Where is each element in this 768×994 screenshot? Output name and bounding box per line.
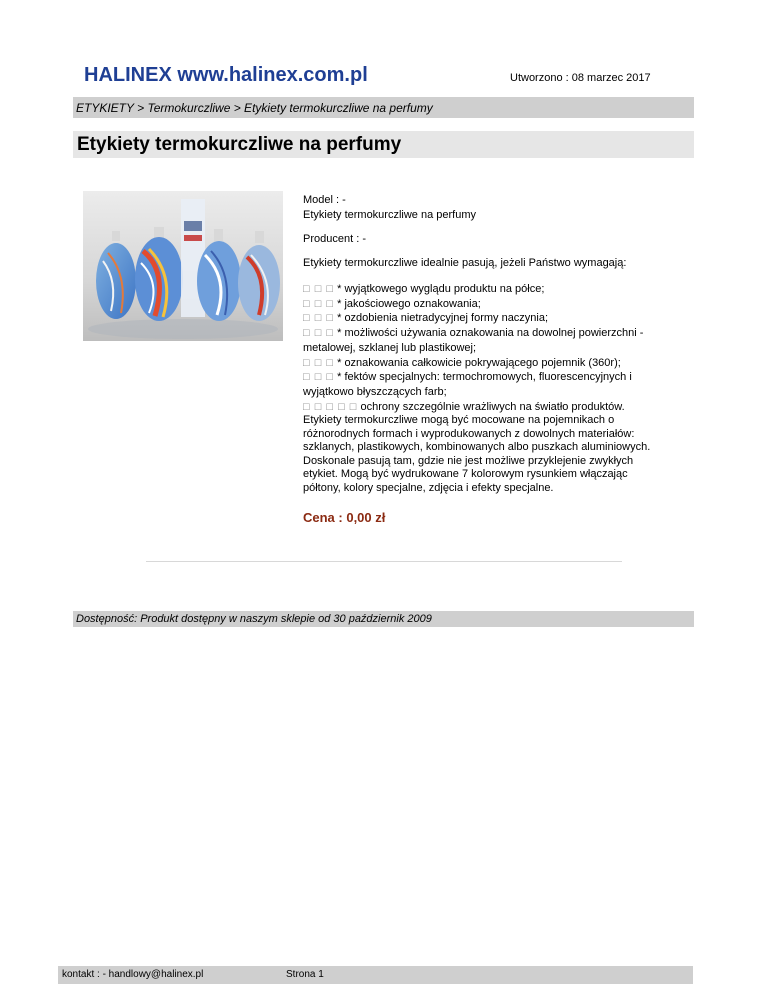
- placeholder-box-icon: □ □ □: [303, 327, 335, 340]
- placeholder-box-icon: □ □ □: [303, 283, 335, 295]
- placeholder-box-icon: □ □ □ □ □: [303, 400, 358, 413]
- feature-item: □ □ □ * możliwości używania oznakowania na dowolnej powierzchni - metalowej, szklanej lub plastikowej;: [303, 327, 644, 354]
- model-label: Model : -: [303, 194, 346, 206]
- site-title: HALINEX www.halinex.com.pl: [84, 64, 368, 86]
- placeholder-box-icon: □ □ □: [303, 297, 335, 310]
- product-image: [83, 191, 283, 341]
- feature-item: □ □ □ * wyjątkowego wyglądu produktu na półce;: [303, 283, 545, 295]
- page-title: Etykiety termokurczliwe na perfumy: [77, 134, 402, 155]
- price: Cena : 0,00 zł: [303, 510, 386, 525]
- product-description: Etykiety termokurczliwe mogą być mocowane na pojemnikach o różnorodnych formach i wyprodukowanych z dowolnych materiałów: szklanych, plastikowych, kombinowanych albo puszkach aluminiowych. Doskonale pasują tam, gdzie nie jest możliwe przyklejenie zwykłych etykiet. Mogą być wydrukowane 7 kolorowym rysunkiem włączając półtony, kolory specjalne, zdjęcia i efekty specjalne.: [303, 414, 651, 494]
- intro-text: Etykiety termokurczliwe idealnie pasują, jeżeli Państwo wymagają:: [303, 257, 627, 269]
- placeholder-box-icon: □ □ □: [303, 312, 335, 325]
- availability-text: Dostępność: Produkt dostępny w naszym sklepie od 30 październik 2009: [76, 613, 432, 625]
- divider: [146, 561, 622, 562]
- model-value: Etykiety termokurczliwe na perfumy: [303, 209, 476, 221]
- placeholder-box-icon: □ □ □: [303, 371, 335, 384]
- feature-item: □ □ □ * jakościowego oznakowania;: [303, 297, 481, 310]
- placeholder-box-icon: □ □ □: [303, 356, 335, 369]
- feature-item: □ □ □ * ozdobienia nietradycyjnej formy naczynia;: [303, 312, 549, 325]
- producer-label: Producent : -: [303, 233, 366, 245]
- page-number: Strona 1: [286, 969, 324, 980]
- availability-bar: [73, 611, 694, 627]
- feature-list: [303, 282, 663, 414]
- feature-item: □ □ □ □ □ ochrony szczególnie wrażliwych na światło produktów.: [303, 400, 625, 413]
- feature-item: □ □ □ * oznakowania całkowicie pokrywającego pojemnik (360r);: [303, 356, 621, 369]
- breadcrumb-bar: [73, 97, 694, 118]
- footer-contact: kontakt : - handlowy@halinex.pl: [62, 969, 204, 980]
- footer: [58, 966, 693, 984]
- created-date: Utworzono : 08 marzec 2017: [510, 72, 651, 84]
- perfume-bottles-image: [83, 191, 283, 341]
- title-bar: [73, 131, 694, 158]
- feature-item: □ □ □ * fektów specjalnych: termochromowych, fluorescencyjnych i wyjątkowo błyszczących farb;: [303, 371, 632, 398]
- breadcrumb: ETYKIETY > Termokurczliwe > Etykiety termokurczliwe na perfumy: [76, 101, 433, 115]
